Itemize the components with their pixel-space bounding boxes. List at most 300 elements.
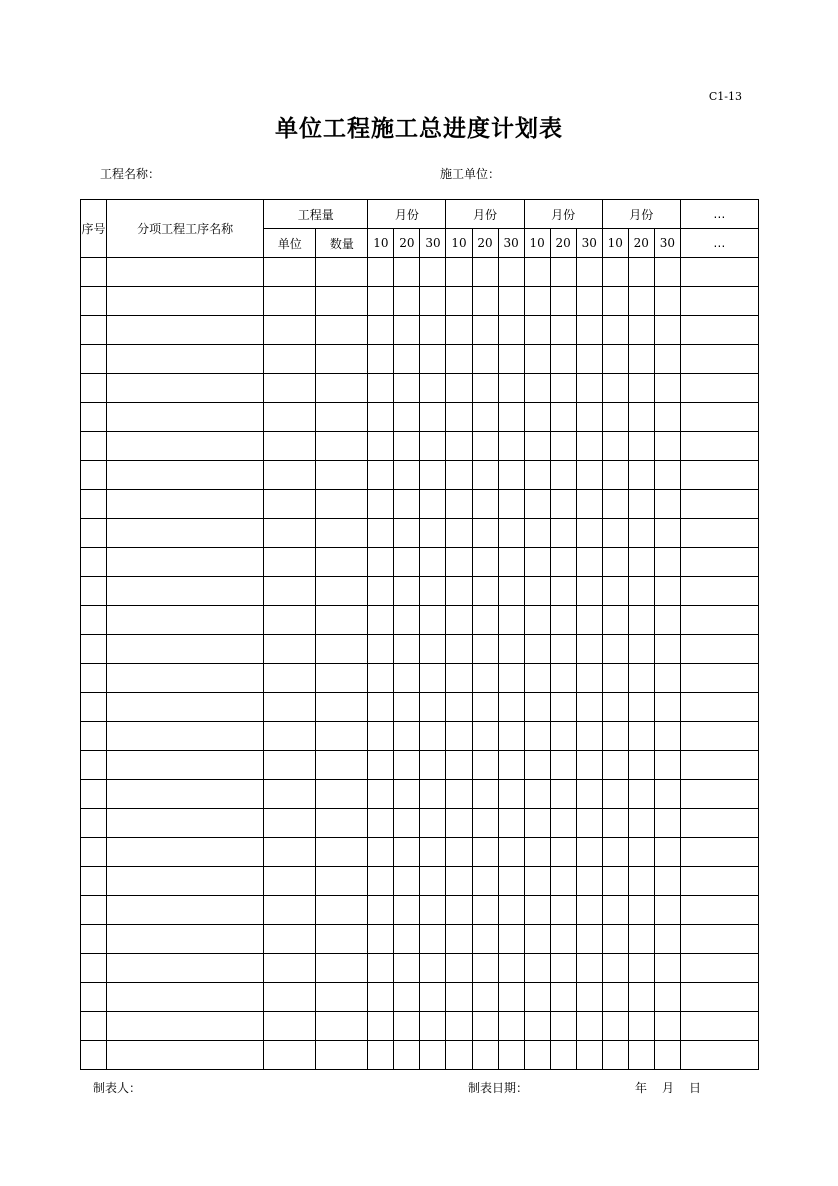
- table-body: [81, 258, 759, 1070]
- table-cell: [316, 1041, 368, 1070]
- table-cell: [394, 548, 420, 577]
- table-cell: [654, 693, 680, 722]
- table-cell: [316, 838, 368, 867]
- table-cell: [680, 519, 758, 548]
- table-cell: [472, 519, 498, 548]
- table-cell: [498, 983, 524, 1012]
- table-cell: [576, 925, 602, 954]
- table-cell: [576, 316, 602, 345]
- table-cell: [316, 896, 368, 925]
- table-cell: [420, 751, 446, 780]
- table-cell: [602, 258, 628, 287]
- table-cell: [264, 606, 316, 635]
- table-cell: [524, 374, 550, 403]
- table-cell: [680, 925, 758, 954]
- table-cell: [680, 432, 758, 461]
- table-cell: [576, 693, 602, 722]
- table-cell: [446, 490, 472, 519]
- table-cell: [628, 664, 654, 693]
- table-cell: [472, 780, 498, 809]
- table-cell: [316, 693, 368, 722]
- table-cell: [107, 954, 264, 983]
- table-cell: [576, 490, 602, 519]
- table-cell: [602, 751, 628, 780]
- table-cell: [654, 838, 680, 867]
- table-cell: [524, 751, 550, 780]
- table-cell: [602, 954, 628, 983]
- table-cell: [264, 1041, 316, 1070]
- table-cell: [524, 258, 550, 287]
- table-cell: [264, 432, 316, 461]
- table-cell: [628, 461, 654, 490]
- table-cell: [654, 780, 680, 809]
- table-row: [81, 751, 759, 780]
- table-cell: [420, 635, 446, 664]
- table-cell: [524, 403, 550, 432]
- table-cell: [524, 606, 550, 635]
- table-cell: [264, 490, 316, 519]
- table-cell: [654, 432, 680, 461]
- construction-unit-label: 施工单位：: [440, 167, 501, 181]
- table-cell: [107, 664, 264, 693]
- table-cell: [446, 751, 472, 780]
- table-cell: [576, 1041, 602, 1070]
- table-cell: [316, 287, 368, 316]
- table-cell: [446, 867, 472, 896]
- table-cell: [602, 867, 628, 896]
- day-header: 30: [576, 229, 602, 258]
- table-cell: [524, 838, 550, 867]
- day-header: 10: [602, 229, 628, 258]
- table-cell: [524, 983, 550, 1012]
- table-cell: [498, 751, 524, 780]
- table-cell: [576, 838, 602, 867]
- table-cell: [602, 432, 628, 461]
- table-cell: [81, 519, 107, 548]
- table-cell: [602, 316, 628, 345]
- table-row: [81, 635, 759, 664]
- table-cell: [446, 983, 472, 1012]
- table-cell: [472, 606, 498, 635]
- table-cell: [654, 983, 680, 1012]
- table-cell: [680, 345, 758, 374]
- table-cell: [264, 548, 316, 577]
- table-cell: [472, 490, 498, 519]
- table-cell: [550, 606, 576, 635]
- table-cell: [368, 751, 394, 780]
- table-cell: [576, 809, 602, 838]
- table-cell: [446, 925, 472, 954]
- table-cell: [316, 345, 368, 374]
- table-cell: [394, 258, 420, 287]
- table-cell: [680, 403, 758, 432]
- table-cell: [394, 316, 420, 345]
- table-cell: [81, 751, 107, 780]
- more-header: …: [680, 200, 758, 229]
- table-cell: [446, 838, 472, 867]
- table-cell: [498, 577, 524, 606]
- table-cell: [576, 519, 602, 548]
- table-cell: [420, 722, 446, 751]
- table-cell: [654, 954, 680, 983]
- table-cell: [472, 693, 498, 722]
- table-cell: [264, 693, 316, 722]
- table-cell: [472, 664, 498, 693]
- table-cell: [446, 461, 472, 490]
- table-row: [81, 577, 759, 606]
- table-cell: [420, 954, 446, 983]
- day-header: 30: [420, 229, 446, 258]
- table-cell: [654, 461, 680, 490]
- table-cell: [394, 577, 420, 606]
- table-cell: [394, 838, 420, 867]
- table-cell: [576, 664, 602, 693]
- table-cell: [368, 722, 394, 751]
- page-title: 单位工程施工总进度计划表: [275, 116, 563, 142]
- table-cell: [368, 548, 394, 577]
- table-cell: [420, 838, 446, 867]
- table-cell: [628, 432, 654, 461]
- table-cell: [446, 258, 472, 287]
- table-cell: [264, 664, 316, 693]
- day-header: 30: [498, 229, 524, 258]
- table-cell: [472, 403, 498, 432]
- table-cell: [602, 664, 628, 693]
- table-cell: [107, 519, 264, 548]
- table-cell: [550, 896, 576, 925]
- table-cell: [446, 635, 472, 664]
- table-cell: [316, 577, 368, 606]
- table-cell: [81, 316, 107, 345]
- table-cell: [498, 316, 524, 345]
- table-cell: [446, 693, 472, 722]
- table-cell: [680, 287, 758, 316]
- table-cell: [602, 896, 628, 925]
- table-cell: [81, 780, 107, 809]
- table-cell: [524, 432, 550, 461]
- table-cell: [602, 519, 628, 548]
- table-cell: [680, 751, 758, 780]
- table-cell: [524, 490, 550, 519]
- table-row: [81, 258, 759, 287]
- table-cell: [654, 751, 680, 780]
- table-cell: [498, 809, 524, 838]
- day-header: 20: [472, 229, 498, 258]
- table-cell: [368, 606, 394, 635]
- table-cell: [576, 345, 602, 374]
- table-cell: [316, 1012, 368, 1041]
- table-cell: [368, 809, 394, 838]
- table-cell: [498, 925, 524, 954]
- table-cell: [472, 751, 498, 780]
- table-cell: [368, 316, 394, 345]
- table-cell: [550, 287, 576, 316]
- table-cell: [576, 577, 602, 606]
- table-cell: [316, 925, 368, 954]
- table-cell: [368, 403, 394, 432]
- table-cell: [264, 577, 316, 606]
- table-cell: [107, 751, 264, 780]
- table-cell: [81, 693, 107, 722]
- table-cell: [316, 635, 368, 664]
- table-cell: [420, 258, 446, 287]
- table-cell: [264, 954, 316, 983]
- table-cell: [81, 722, 107, 751]
- table-cell: [680, 722, 758, 751]
- table-cell: [446, 954, 472, 983]
- table-cell: [394, 403, 420, 432]
- table-cell: [81, 461, 107, 490]
- table-cell: [654, 519, 680, 548]
- table-cell: [576, 287, 602, 316]
- table-cell: [264, 316, 316, 345]
- table-cell: [316, 461, 368, 490]
- table-cell: [576, 635, 602, 664]
- table-cell: [524, 896, 550, 925]
- table-cell: [264, 780, 316, 809]
- table-cell: [368, 925, 394, 954]
- table-cell: [368, 345, 394, 374]
- table-cell: [654, 664, 680, 693]
- table-row: [81, 606, 759, 635]
- table-cell: [654, 490, 680, 519]
- table-cell: [446, 345, 472, 374]
- table-cell: [316, 809, 368, 838]
- table-row: [81, 693, 759, 722]
- table-cell: [654, 635, 680, 664]
- table-cell: [394, 751, 420, 780]
- table-cell: [472, 635, 498, 664]
- table-cell: [576, 461, 602, 490]
- table-cell: [81, 809, 107, 838]
- table-cell: [472, 577, 498, 606]
- table-cell: [472, 548, 498, 577]
- table-cell: [524, 519, 550, 548]
- table-cell: [107, 345, 264, 374]
- table-cell: [394, 287, 420, 316]
- table-cell: [602, 577, 628, 606]
- table-cell: [107, 577, 264, 606]
- table-cell: [680, 1012, 758, 1041]
- table-cell: [264, 635, 316, 664]
- table-cell: [472, 925, 498, 954]
- table-cell: [394, 780, 420, 809]
- prepared-by-label: 制表人：: [93, 1081, 142, 1095]
- table-cell: [602, 983, 628, 1012]
- month-header: 月份: [368, 200, 446, 229]
- table-cell: [602, 548, 628, 577]
- table-cell: [264, 983, 316, 1012]
- month-header: 月份: [602, 200, 680, 229]
- table-cell: [472, 896, 498, 925]
- table-cell: [107, 548, 264, 577]
- table-cell: [498, 345, 524, 374]
- table-cell: [680, 867, 758, 896]
- table-cell: [550, 780, 576, 809]
- table-cell: [368, 635, 394, 664]
- table-cell: [498, 490, 524, 519]
- table-cell: [498, 867, 524, 896]
- table-cell: [550, 664, 576, 693]
- table-cell: [602, 1012, 628, 1041]
- table-cell: [654, 403, 680, 432]
- table-cell: [550, 751, 576, 780]
- table-cell: [680, 577, 758, 606]
- table-cell: [420, 316, 446, 345]
- table-cell: [316, 751, 368, 780]
- table-cell: [107, 838, 264, 867]
- table-cell: [524, 925, 550, 954]
- table-cell: [420, 577, 446, 606]
- table-cell: [81, 258, 107, 287]
- table-cell: [550, 490, 576, 519]
- table-cell: [524, 287, 550, 316]
- table-cell: [550, 258, 576, 287]
- table-cell: [680, 780, 758, 809]
- table-row: [81, 896, 759, 925]
- table-cell: [654, 925, 680, 954]
- table-row: [81, 461, 759, 490]
- table-cell: [680, 635, 758, 664]
- table-cell: [81, 867, 107, 896]
- table-cell: [316, 954, 368, 983]
- table-cell: [368, 287, 394, 316]
- table-cell: [654, 1041, 680, 1070]
- table-cell: [472, 1012, 498, 1041]
- table-cell: [550, 867, 576, 896]
- table-cell: [316, 258, 368, 287]
- table-cell: [368, 954, 394, 983]
- table-cell: [498, 606, 524, 635]
- table-row: [81, 403, 759, 432]
- table-cell: [81, 374, 107, 403]
- table-cell: [420, 664, 446, 693]
- table-cell: [550, 809, 576, 838]
- table-cell: [81, 664, 107, 693]
- table-cell: [472, 258, 498, 287]
- table-row: [81, 345, 759, 374]
- table-cell: [550, 316, 576, 345]
- table-cell: [394, 345, 420, 374]
- table-cell: [316, 432, 368, 461]
- table-cell: [498, 722, 524, 751]
- table-cell: [498, 635, 524, 664]
- table-cell: [628, 345, 654, 374]
- table-cell: [107, 722, 264, 751]
- table-cell: [264, 896, 316, 925]
- table-cell: [628, 316, 654, 345]
- table-cell: [524, 722, 550, 751]
- table-cell: [602, 490, 628, 519]
- table-cell: [264, 925, 316, 954]
- table-cell: [264, 519, 316, 548]
- item-name-header: 分项工程工序名称: [107, 200, 264, 258]
- table-row: [81, 316, 759, 345]
- table-cell: [602, 693, 628, 722]
- day-header: 10: [524, 229, 550, 258]
- table-cell: [498, 664, 524, 693]
- table-cell: [316, 403, 368, 432]
- table-cell: [576, 867, 602, 896]
- quantity-header: 工程量: [264, 200, 368, 229]
- schedule-table: [80, 199, 759, 1070]
- table-cell: [602, 635, 628, 664]
- table-cell: [654, 1012, 680, 1041]
- table-cell: [654, 345, 680, 374]
- amount-header: 数量: [316, 229, 368, 258]
- table-cell: [498, 838, 524, 867]
- table-row: [81, 780, 759, 809]
- table-cell: [394, 983, 420, 1012]
- table-cell: [680, 664, 758, 693]
- table-cell: [654, 316, 680, 345]
- table-cell: [576, 258, 602, 287]
- table-cell: [524, 635, 550, 664]
- table-cell: [81, 287, 107, 316]
- table-cell: [420, 1012, 446, 1041]
- table-cell: [654, 867, 680, 896]
- more-subheader: …: [680, 229, 758, 258]
- table-cell: [420, 374, 446, 403]
- table-cell: [472, 983, 498, 1012]
- table-cell: [498, 287, 524, 316]
- table-cell: [107, 461, 264, 490]
- table-cell: [420, 461, 446, 490]
- table-cell: [368, 432, 394, 461]
- table-cell: [498, 432, 524, 461]
- table-cell: [602, 925, 628, 954]
- table-row: [81, 374, 759, 403]
- table-cell: [446, 432, 472, 461]
- header-row-1: [81, 200, 759, 229]
- table-cell: [472, 867, 498, 896]
- table-cell: [107, 925, 264, 954]
- table-row: [81, 1012, 759, 1041]
- table-cell: [628, 403, 654, 432]
- table-row: [81, 954, 759, 983]
- day-header: 10: [368, 229, 394, 258]
- table-row: [81, 983, 759, 1012]
- table-cell: [576, 896, 602, 925]
- table-row: [81, 519, 759, 548]
- table-cell: [576, 606, 602, 635]
- table-cell: [576, 954, 602, 983]
- table-cell: [472, 1041, 498, 1070]
- table-cell: [316, 374, 368, 403]
- table-cell: [472, 287, 498, 316]
- table-cell: [264, 461, 316, 490]
- table-cell: [420, 403, 446, 432]
- table-cell: [602, 461, 628, 490]
- table-cell: [446, 577, 472, 606]
- table-cell: [394, 432, 420, 461]
- table-cell: [394, 722, 420, 751]
- table-cell: [498, 374, 524, 403]
- table-cell: [81, 548, 107, 577]
- table-cell: [264, 258, 316, 287]
- table-cell: [524, 867, 550, 896]
- table-cell: [368, 577, 394, 606]
- table-cell: [394, 635, 420, 664]
- table-cell: [628, 287, 654, 316]
- table-cell: [550, 548, 576, 577]
- table-cell: [264, 287, 316, 316]
- table-row: [81, 1041, 759, 1070]
- table-cell: [107, 374, 264, 403]
- table-cell: [368, 258, 394, 287]
- table-cell: [107, 1041, 264, 1070]
- table-cell: [498, 896, 524, 925]
